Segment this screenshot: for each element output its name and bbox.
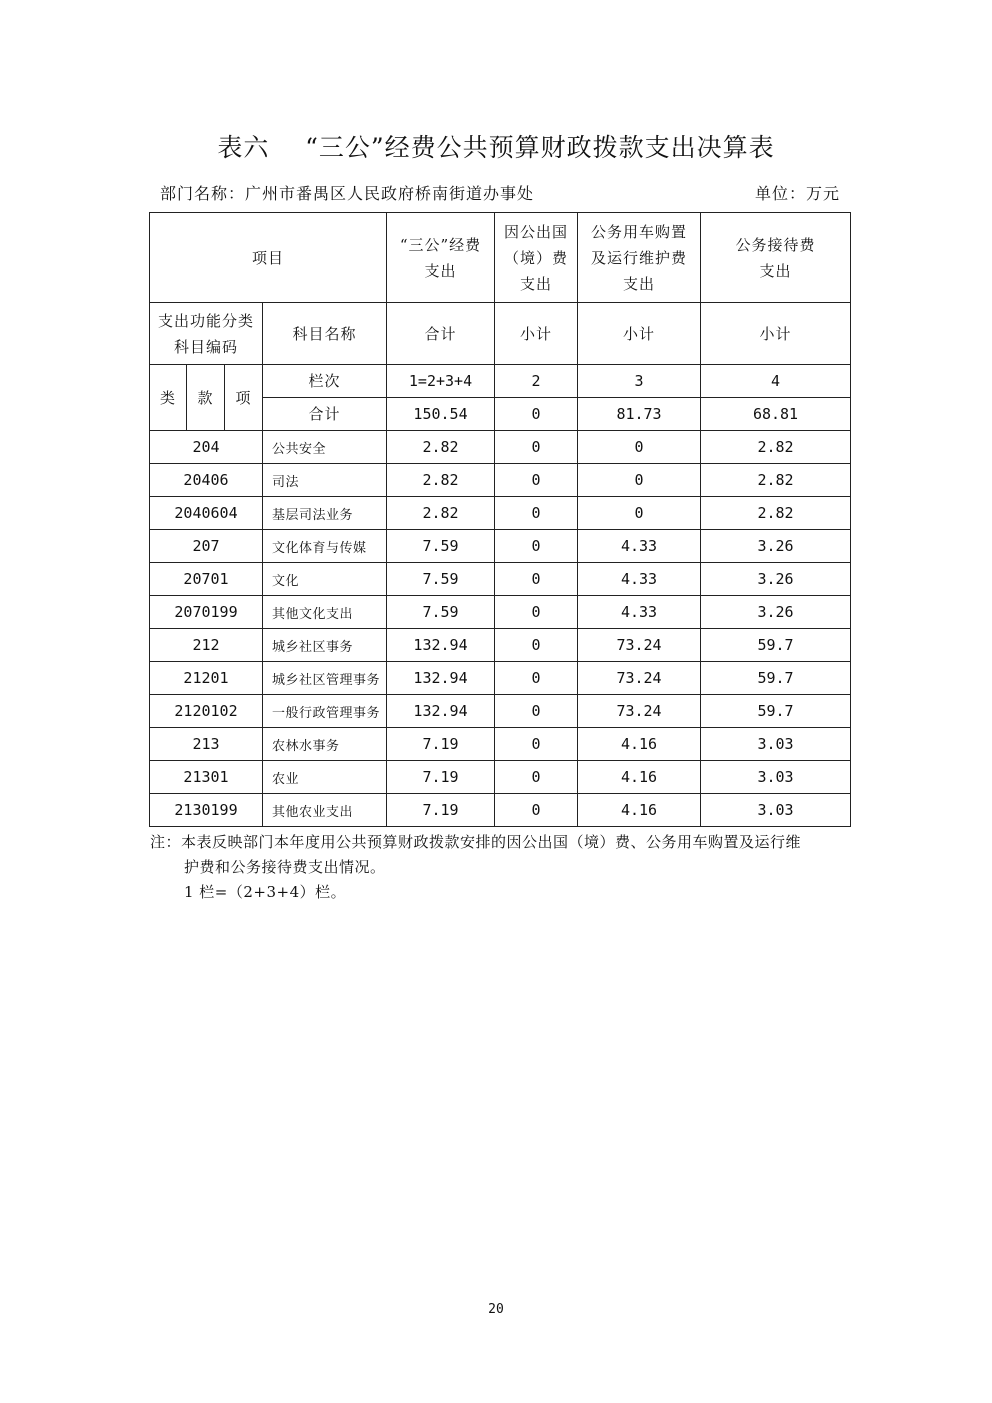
row-subject-name: 一般行政管理事务 [263,695,387,728]
header-total-label: 合计 [387,303,495,365]
row-total: 132.94 [387,629,495,662]
header-col4: 4 [701,365,851,398]
table-row [150,695,851,728]
row-abroad: 0 [495,431,578,464]
row-subject-name: 城乡社区管理事务 [263,662,387,695]
row-reception: 3.03 [701,794,851,827]
row-reception: 2.82 [701,497,851,530]
row-code: 2130199 [150,794,263,827]
row-code: 2120102 [150,695,263,728]
row-reception: 59.7 [701,695,851,728]
row-abroad: 0 [495,761,578,794]
sum-total: 150.54 [387,398,495,431]
row-code: 20406 [150,464,263,497]
row-reception: 3.26 [701,530,851,563]
sum-reception: 68.81 [701,398,851,431]
header-abroad: 因公出国（境）费 支出 [495,213,578,303]
header-column-label: 栏次 [263,365,387,398]
row-total: 7.19 [387,794,495,827]
row-code: 2040604 [150,497,263,530]
header-code-label: 支出功能分类科目编码 [150,303,263,365]
row-vehicle: 0 [578,464,701,497]
expenditure-table [149,212,851,827]
table-body [150,431,851,827]
table-row [150,662,851,695]
table-row [150,728,851,761]
header-col1: 1=2+3+4 [387,365,495,398]
header-sangong: “三公”经费支出 [387,213,495,303]
header-vehicle: 公务用车购置及运行维护费支出 [578,213,701,303]
row-total: 7.59 [387,530,495,563]
row-abroad: 0 [495,629,578,662]
header-subtotal-vehicle: 小计 [578,303,701,365]
row-reception: 3.26 [701,596,851,629]
row-code: 2070199 [150,596,263,629]
row-code: 21201 [150,662,263,695]
table-row [150,794,851,827]
header-xiang: 项 [225,365,263,431]
department-name: 部门名称：广州市番禺区人民政府桥南街道办事处 [160,184,535,203]
row-subject-name: 文化 [263,563,387,596]
row-vehicle: 73.24 [578,695,701,728]
sum-label: 合计 [263,398,387,431]
header-name-label: 科目名称 [263,303,387,365]
row-vehicle: 73.24 [578,662,701,695]
row-abroad: 0 [495,695,578,728]
row-reception: 3.26 [701,563,851,596]
row-reception: 2.82 [701,431,851,464]
row-subject-name: 农林水事务 [263,728,387,761]
row-code: 207 [150,530,263,563]
row-abroad: 0 [495,563,578,596]
row-vehicle: 4.33 [578,596,701,629]
row-subject-name: 公共安全 [263,431,387,464]
row-reception: 59.7 [701,629,851,662]
table-notes [150,830,850,905]
row-total: 7.19 [387,728,495,761]
row-subject-name: 司法 [263,464,387,497]
row-total: 2.82 [387,497,495,530]
row-total: 2.82 [387,464,495,497]
sum-abroad: 0 [495,398,578,431]
row-abroad: 0 [495,662,578,695]
page-title: 表六 “三公”经费公共预算财政拨款支出决算表 [217,133,775,162]
row-subject-name: 其他文化支出 [263,596,387,629]
row-reception: 3.03 [701,728,851,761]
header-reception: 公务接待费支出 [701,213,851,303]
row-abroad: 0 [495,530,578,563]
row-total: 7.59 [387,596,495,629]
note-line-1: 注：本表反映部门本年度用公共预算财政拨款安排的因公出国（境）费、公务用车购置及运行维 [150,833,802,851]
unit-label: 单位：万元 [754,184,840,203]
row-abroad: 0 [495,464,578,497]
row-code: 20701 [150,563,263,596]
row-total: 132.94 [387,662,495,695]
page-number: 20 [488,1302,504,1317]
row-subject-name: 城乡社区事务 [263,629,387,662]
row-reception: 59.7 [701,662,851,695]
row-vehicle: 73.24 [578,629,701,662]
row-reception: 2.82 [701,464,851,497]
row-abroad: 0 [495,728,578,761]
header-lei: 类 [150,365,187,431]
row-vehicle: 4.16 [578,728,701,761]
row-code: 204 [150,431,263,464]
table-row [150,596,851,629]
table-row [150,530,851,563]
table-row [150,563,851,596]
note-line-3: 1 栏=（2+3+4）栏。 [184,883,347,901]
table-row [150,497,851,530]
row-subject-name: 其他农业支出 [263,794,387,827]
table-row [150,629,851,662]
row-vehicle: 4.33 [578,530,701,563]
row-vehicle: 4.33 [578,563,701,596]
header-subtotal-reception: 小计 [701,303,851,365]
note-line-2: 护费和公务接待费支出情况。 [184,858,386,876]
row-abroad: 0 [495,497,578,530]
row-code: 21301 [150,761,263,794]
header-kuan: 款 [187,365,225,431]
row-vehicle: 0 [578,497,701,530]
table-row [150,464,851,497]
sum-vehicle: 81.73 [578,398,701,431]
row-abroad: 0 [495,794,578,827]
row-abroad: 0 [495,596,578,629]
row-total: 7.59 [387,563,495,596]
table-row [150,761,851,794]
header-col3: 3 [578,365,701,398]
header-subtotal-abroad: 小计 [495,303,578,365]
row-reception: 3.03 [701,761,851,794]
header-col2: 2 [495,365,578,398]
row-subject-name: 文化体育与传媒 [263,530,387,563]
row-total: 7.19 [387,761,495,794]
table-header [150,213,851,431]
row-subject-name: 农业 [263,761,387,794]
row-total: 132.94 [387,695,495,728]
header-project: 项目 [150,213,387,303]
row-subject-name: 基层司法业务 [263,497,387,530]
row-vehicle: 0 [578,431,701,464]
row-code: 213 [150,728,263,761]
row-vehicle: 4.16 [578,794,701,827]
row-vehicle: 4.16 [578,761,701,794]
row-code: 212 [150,629,263,662]
table-row [150,431,851,464]
row-total: 2.82 [387,431,495,464]
